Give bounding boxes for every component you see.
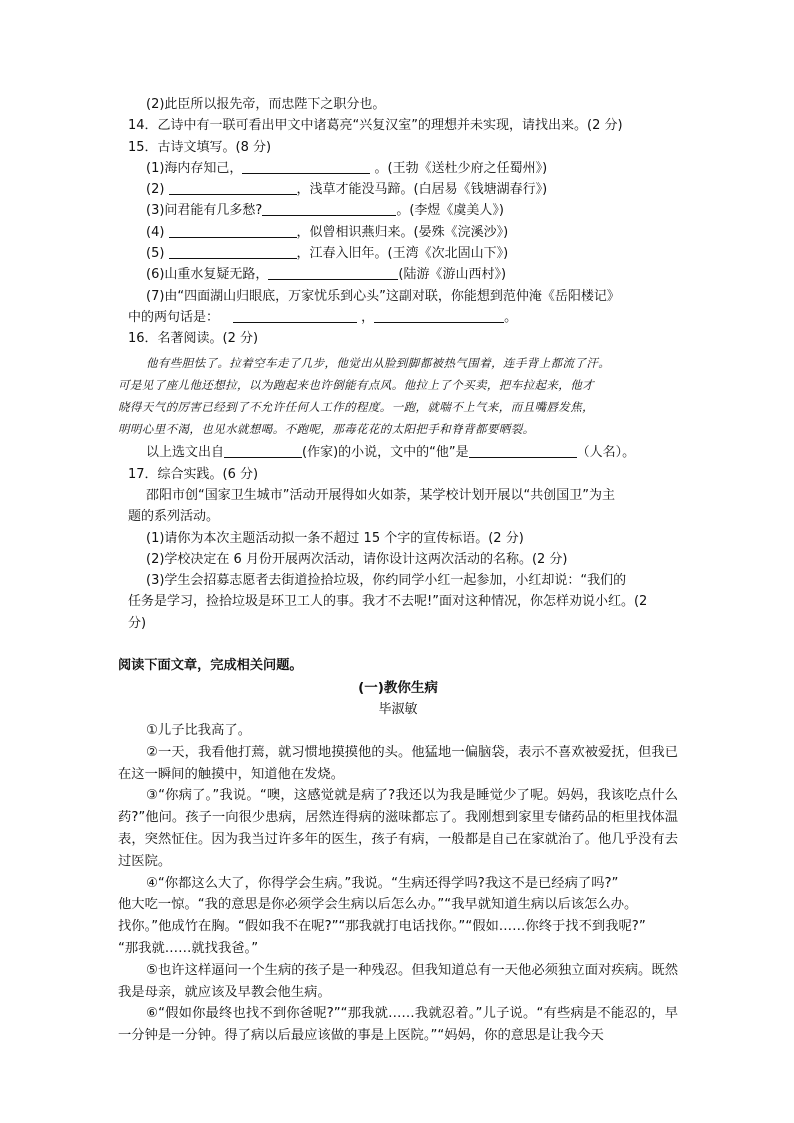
q15-item3: (3)问君能有几多愁? 。(李煜《虞美人》): [146, 203, 504, 219]
article-paragraph: ⑤也许这样逼问一个生病的孩子是一种残忍。但我知道总有一天他必须独立面对疾病。既然我是母亲，就应该及早教会他生病。: [118, 962, 678, 1000]
answer-blank[interactable]: [169, 223, 297, 238]
q15-item4: (4) ，似曾相识燕归来。(晏殊《浣溪沙》): [146, 224, 509, 240]
question-17-title: 17．综合实践。(6 分): [128, 466, 259, 482]
question-16-title: 16．名著阅读。(2 分): [128, 331, 259, 347]
q13-item2: (2)此臣所以报先帝，而忠陛下之职分也。: [146, 97, 386, 112]
q15-item5: (5) ，江春入旧年。(王湾《次北固山下》): [146, 246, 509, 262]
answer-blank[interactable]: [224, 443, 302, 458]
answer-blank[interactable]: [469, 443, 577, 458]
q17-item3-line1: (3)学生会招募志愿者去街道捡拾垃圾，你约同学小红一起参加，小红却说：“我们的: [146, 573, 627, 589]
article-author: 毕淑敏: [378, 702, 418, 718]
q17-item1: (1)请你为本次主题活动拟一条不超过 15 个字的宣传标语。(2 分): [146, 530, 524, 546]
article-paragraph: ①儿子比我高了。: [146, 723, 251, 739]
q17-item3-line3: 分): [128, 615, 147, 631]
q15-item6: (6)山重水复疑无路， (陆游《游山西村》): [146, 267, 507, 283]
article-paragraph-cont: 找你。”他成竹在胸。“假如我不在呢?”“那我就打电话找你。”“假如……你终于找不到我呢?”: [118, 919, 646, 935]
excerpt-line: 明明心里不渴，也见水就想喝。不跑呢，那毒花花的太阳把手和脊背都要晒裂。: [118, 422, 535, 437]
article-paragraph: ②一天，我看他打蔫，就习惯地摸摸他的头。他猛地一偏脑袋，表示不喜欢被爱抚，但我已在这一瞬间的触摸中，知道他在发烧。: [118, 744, 678, 782]
excerpt-line: 可是见了座儿他还想拉，以为跑起来也许倒能有点风。他拉上了个买卖，把车拉起来，他才: [118, 377, 594, 392]
answer-blank[interactable]: [262, 201, 396, 216]
answer-blank[interactable]: [233, 308, 357, 323]
q15-item7-line1: (7)由“四面湖山归眼底，万家忧乐到心头”这副对联，你能想到范仲淹《岳阳楼记》: [146, 288, 620, 304]
q17-item3-line2: 任务是学习，捡拾垃圾是环卫工人的事。我才不去呢!”面对这种情况，你怎样劝说小红。(2: [128, 594, 648, 610]
handwritten-excerpt: [118, 352, 678, 441]
answer-blank[interactable]: [242, 159, 370, 174]
q15-item2: (2) ，浅草才能没马蹄。(白居易《钱塘湖春行》): [146, 182, 548, 198]
q15-item7-line2: 中的两句话是： ， 。: [128, 309, 518, 325]
excerpt-line: 他有些胆怯了。拉着空车走了几步，他觉出从脸到脚都被热气围着，连手背上都流了汗。: [146, 355, 611, 370]
q16-question: 以上选文出自 (作家)的小说，文中的“他”是 （人名）。: [146, 445, 636, 461]
q17-intro-line2: 题的系列活动。: [128, 509, 220, 525]
answer-blank[interactable]: [169, 244, 297, 259]
answer-blank[interactable]: [169, 180, 297, 195]
question-15-title: 15．古诗文填写。(8 分): [128, 139, 272, 155]
q17-item2: (2)学校决定在 6 月份开展两次活动，请你设计这两次活动的名称。(2 分): [146, 551, 568, 567]
article-paragraph: ③“你病了。”我说。“噢，这感觉就是病了?我还以为我是睡觉少了呢。妈妈，我该吃点什么药?”他问。孩子一向很少患病，居然连得病的滋味都忘了。我刚想到家里专储药品的柜里找体温表，突然怔住。因为我当过许多年的医生，孩子有病，一般都是自己在家就治了。他几乎没有去过医院。: [118, 788, 678, 869]
article-paragraph-cont: 他大吃一惊。“我的意思是你必须学会生病以后怎么办。”“我早就知道生病以后该怎么办。: [118, 897, 638, 913]
article-paragraph: ④“你都这么大了，你得学会生病。”我说。“生病还得学吗?我这不是已经病了吗?”: [146, 875, 619, 891]
q17-intro-line1: 邵阳市创“国家卫生城市”活动开展得如火如荼，某学校计划开展以“共创国卫”为主: [146, 487, 615, 503]
reading-heading: 阅读下面文章，完成相关问题。: [118, 658, 303, 674]
answer-blank[interactable]: [268, 265, 398, 280]
article-paragraph-cont: “那我就……就找我爸。”: [118, 941, 259, 957]
excerpt-line: 晓得天气的厉害已经到了不允许任何人工作的程度。一跑，就喘不上气来，而且嘴唇发焦，: [118, 399, 594, 414]
answer-blank[interactable]: [374, 308, 504, 323]
q15-item1: (1)海内存知己， 。(王勃《送杜少府之任蜀州》): [146, 160, 548, 176]
exam-page: [118, 94, 678, 1047]
article-title: (一)教你生病: [358, 680, 438, 697]
question-14: 14．乙诗中有一联可看出甲文中诸葛亮“兴复汉室”的理想并未实现，请找出来。(2 分): [128, 118, 623, 134]
article-paragraph: ⑥“假如你最终也找不到你爸呢?”“那我就……我就忍着。”儿子说。“有些病是不能忍的，早一分钟是一分钟。得了病以后最应该做的事是上医院。”“妈妈，你的意思是让我今天: [118, 1006, 678, 1044]
